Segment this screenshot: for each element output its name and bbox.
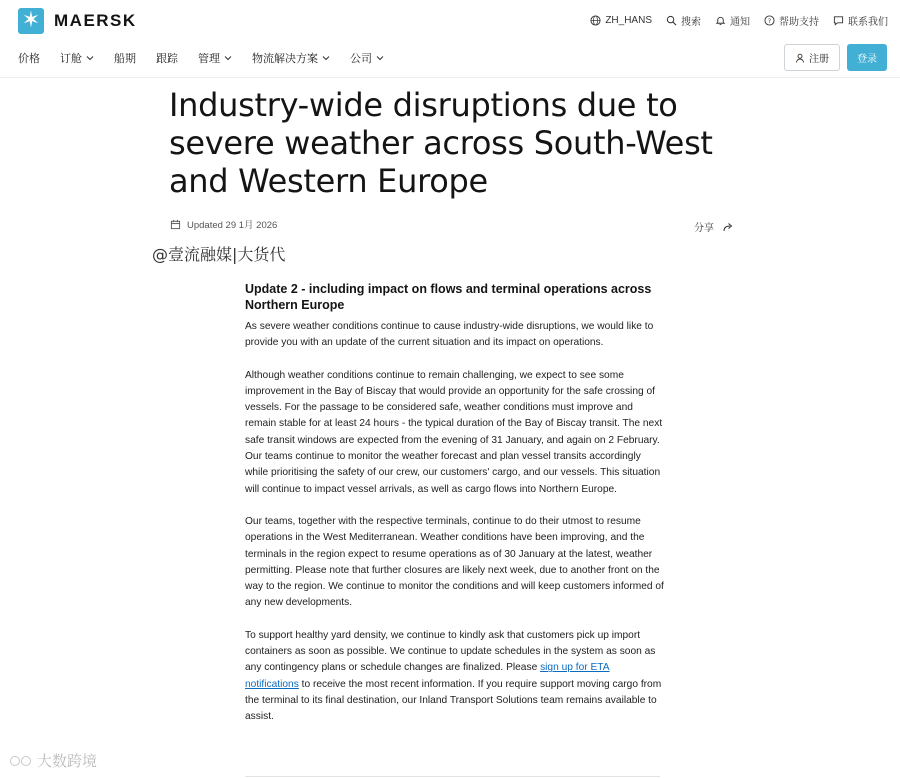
search-link[interactable] [666,13,701,28]
main-nav [0,42,900,78]
notifications-link[interactable] [715,13,750,28]
contact-label: 联系我们 [848,17,888,28]
paragraph-2: Although weather conditions continue to remain challenging, we expect to see some improvement in the Bay of Biscay that would provide an opportunity for the safe crossing of vessels. For the passage to be considered safe, weather conditions must improve and remain stable for at least 24 hours - the typical duration of the Bay of Biscay transit. The next safe transit windows are expected from the evening of 31 January, and again on 2 February. Our teams continue to monitor the weather forecast and plan vessel transits accordingly while prioritising the safety of our crew, our customers' cargo, and our vessels. This situation will continue to impact vessel arrivals, as well as cargo flows into Northern Europe. [245,369,663,495]
register-label: 注册 [809,54,829,65]
article-body [245,281,665,742]
nav-item-manage[interactable] [198,50,232,66]
nav-label: 订舱 [60,53,82,65]
page-title: Industry-wide disruptions due to severe weather across South-West and Western Europe [169,86,713,200]
watermark-text: @壹流融媒|大货代 [152,245,286,264]
nav-label: 船期 [114,53,136,65]
nav-item-pricing[interactable] [18,50,40,66]
help-label: 帮助支持 [779,17,819,28]
search-icon [666,15,677,26]
notifications-label: 通知 [730,17,750,28]
nav-item-tracking[interactable] [156,50,178,66]
nav-item-company[interactable] [350,50,384,66]
user-icon [795,53,805,63]
paragraph-4-text-a: To support healthy yard density, we continue to kindly ask that customers pick up import containers as soon as possible. We continue to update schedules in the system as soon as any contingency plans or schedule changes are finalized. Please [245,629,656,674]
share-button[interactable] [694,219,734,234]
divider [245,776,660,777]
nav-label: 物流解决方案 [252,53,318,65]
help-link[interactable] [764,13,819,28]
register-button[interactable] [784,44,840,71]
login-button[interactable]: 登录 [847,44,887,71]
share-arrow-icon [722,221,734,233]
updated-date [170,217,277,231]
nav-label: 价格 [18,53,40,65]
brand-name: MAERSK [54,11,137,30]
footer-watermark [10,750,97,771]
paragraph-4-text-b: to receive the most recent information. If you require support moving cargo from the terminal to its final destination, our Inland Transport Solutions team remains available to assist. [245,678,662,723]
article-subtitle: Update 2 - including impact on flows and terminal operations across Northern Europe [245,282,652,312]
nav-item-schedules[interactable] [114,50,136,66]
globe-icon [590,15,601,26]
eta-signup-link[interactable]: sign up for ETA notifications [245,662,610,690]
search-label: 搜索 [681,17,701,28]
chevron-down-icon [224,54,232,62]
updated-label: Updated 29 1月 2026 [187,220,278,231]
language-selector[interactable] [590,13,652,28]
chat-icon [833,15,844,26]
watermark-logo-icon [10,756,31,766]
footer-watermark-text: 大数跨境 [37,753,98,770]
language-label: ZH_HANS [605,15,652,26]
share-label: 分享 [694,223,714,234]
bell-icon [715,15,726,26]
top-bar [0,0,900,42]
nav-label: 管理 [198,53,220,65]
chevron-down-icon [86,54,94,62]
paragraph-3: Our teams, together with the respective terminals, continue to do their utmost to resume operations in the West Mediterranean. Weather conditions have been improving, and the terminals in the region expect to resume operations as of 30 January at the latest, weather permitting. Please note that further closures are likely next week, due to another front on the way to the region. We continue to monitor the conditions and will keep customers informed of any new developments. [245,515,664,609]
nav-label: 公司 [350,53,372,65]
paragraph-4 [245,628,665,726]
svg-text:?: ? [767,16,772,25]
nav-item-booking[interactable] [60,50,94,66]
utility-menu [590,13,888,28]
star-icon: ✶ [18,8,44,34]
contact-link[interactable] [833,13,888,28]
maersk-logo[interactable] [18,8,137,34]
calendar-icon [170,219,181,230]
nav-item-logistics[interactable] [252,50,330,66]
paragraph-1: As severe weather conditions continue to cause industry-wide disruptions, we would like to provide you with an update of the current situation and its impact on operations. [245,321,654,349]
nav-label: 跟踪 [156,53,178,65]
chevron-down-icon [376,54,384,62]
question-circle-icon [764,15,775,26]
chevron-down-icon [322,54,330,62]
